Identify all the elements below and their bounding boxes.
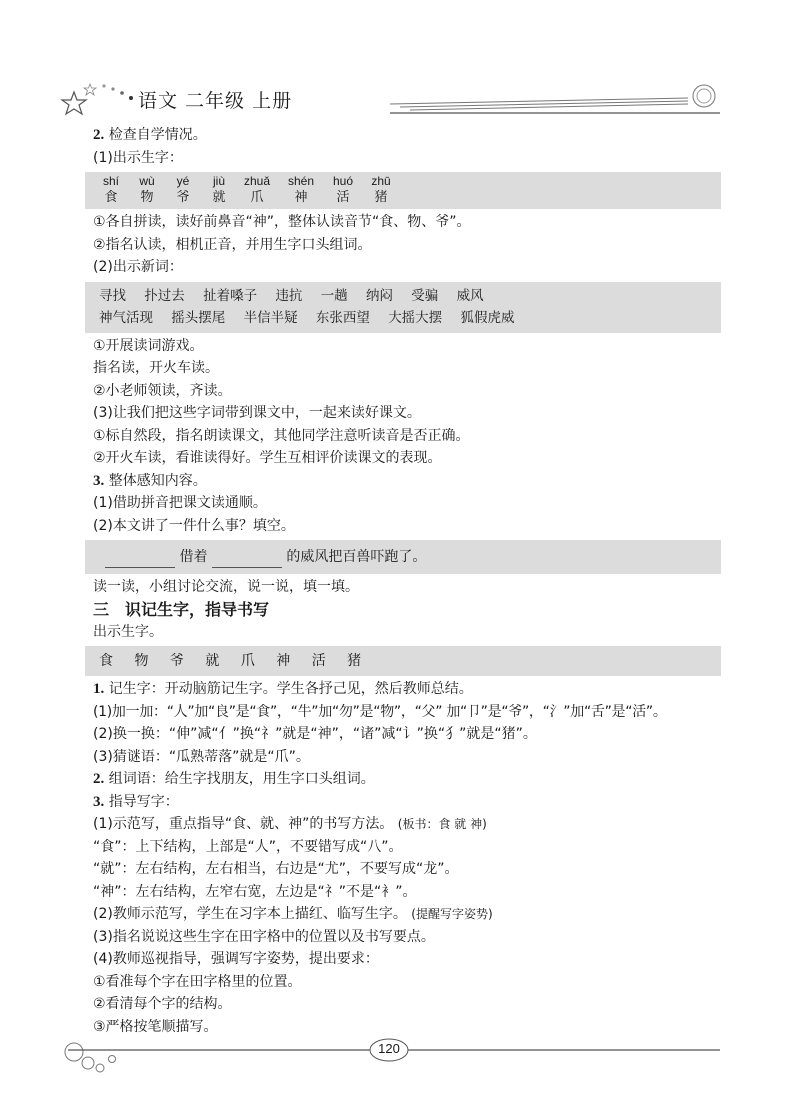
- pinyin: shén: [287, 174, 315, 188]
- text-line: (3)猜谜语：“瓜熟蒂落”就是“爪”。: [93, 748, 310, 765]
- text-line: ②小老师领读，齐读。: [93, 382, 232, 399]
- word: 半信半疑: [243, 309, 298, 326]
- pinyin: yé: [176, 174, 190, 188]
- character: 爷: [176, 190, 190, 205]
- word: 东张西望: [315, 309, 370, 326]
- page-header: [60, 78, 720, 118]
- character: 猪: [347, 653, 362, 669]
- header-lines-decoration: [390, 82, 720, 116]
- text-line: (1)加一加：“人”加“良”是“食”，“牛”加“勿”是“物”，“父” 加“卩”是“爷”，“氵”加“舌”是“活”。: [93, 703, 667, 720]
- characters-box: [85, 646, 721, 676]
- pinyin: shí: [102, 174, 119, 188]
- stars-decoration-icon: [60, 78, 140, 118]
- fill-text: 的威风把百兽吓跑了。: [286, 549, 427, 565]
- point-2: 2. 组词语：给生字找朋友，用生字口头组词。: [93, 771, 375, 787]
- part-3-title: 三 识记生字，指导书写: [93, 599, 270, 619]
- page-number: 120: [378, 1041, 400, 1056]
- page-content: [93, 124, 713, 1038]
- text-line: ②指名认读，相机正音，并用生字口头组词。: [93, 236, 372, 253]
- text-line: 出示生字。: [93, 623, 163, 640]
- text-line: “食”：上下结构，上部是“人”，不要错写成“八”。: [93, 838, 403, 855]
- text-line: ①开展读词游戏。: [93, 337, 204, 354]
- header-title: 语文 二年级 上册: [138, 90, 293, 112]
- text-line: (2)本文讲了一件什么事？填空。: [93, 517, 295, 534]
- point-1: 1. 记生字：开动脑筋记生字。学生各抒己见，然后教师总结。: [93, 681, 473, 697]
- character: 爪: [240, 653, 255, 669]
- pinyin-character-box: [85, 172, 721, 209]
- point-3: 3. 指导写字：: [93, 793, 179, 810]
- pinyin: huó: [332, 174, 354, 188]
- character: 猪: [374, 190, 388, 205]
- text-line: ①看准每个字在田字格里的位置。: [93, 973, 302, 990]
- text-line: (3)指名说说这些生字在田字格中的位置以及书写要点。: [93, 928, 435, 945]
- text-line: (3)让我们把这些字词带到课文中，一起来读好课文。: [93, 405, 421, 421]
- text-line: 指名读，开火车读。: [93, 360, 219, 376]
- pinyin: wù: [139, 174, 155, 188]
- board-note: (板书：食 就 神): [397, 817, 487, 831]
- pinyin: jiù: [212, 174, 225, 188]
- character: 爷: [169, 653, 184, 669]
- word: 狐假虎威: [460, 309, 515, 326]
- words-row: [99, 307, 713, 329]
- word: 大摇大摆: [388, 309, 443, 326]
- word: 纳闷: [365, 287, 393, 304]
- text-line: (2)教师示范写，学生在习字本上描红、临写生字。 (提醒写字姿势): [93, 906, 493, 922]
- word: 摇头摆尾: [171, 309, 226, 326]
- character: 就: [212, 190, 226, 205]
- pinyin: zhuǎ: [243, 174, 271, 188]
- sub-heading: (1)出示生字：: [93, 149, 183, 166]
- character: 活: [311, 653, 326, 669]
- text-line: “神”：左右结构，左窄右宽，左边是“礻”不是“衤”。: [93, 883, 417, 900]
- character: 食: [104, 190, 118, 205]
- text-line: “就”：左右结构，左右相当，右边是“尤”，不要写成“龙”。: [93, 861, 459, 877]
- new-words-box: [85, 282, 721, 333]
- reminder-note: (提醒写字姿势): [411, 907, 493, 921]
- section-2-heading: 2. 检查自学情况。: [93, 127, 207, 143]
- word: 一趟: [320, 287, 348, 304]
- text-line: ②开火车读，看谁读得好。学生互相评价读课文的表现。: [93, 450, 442, 466]
- text-line: ②看清每个字的结构。: [93, 996, 232, 1012]
- text-line: (4)教师巡视指导，强调写字姿势，提出要求：: [93, 951, 379, 967]
- text-line: ①标自然段，指名朗读课文，其他同学注意听读音是否正确。: [93, 427, 470, 444]
- word: 扯着嗓子: [203, 287, 258, 304]
- word: 受骗: [411, 287, 439, 304]
- text-line: 读一读，小组讨论交流，说一说，填一填。: [93, 579, 359, 595]
- character: 活: [336, 190, 350, 205]
- character: 物: [134, 653, 149, 669]
- sub-heading: (2)出示新词：: [93, 259, 183, 275]
- word: 寻找: [99, 287, 126, 304]
- word: 扑过去: [144, 287, 185, 304]
- pinyin: zhū: [371, 174, 391, 188]
- text-line: ①各自拼读，读好前鼻音“神”，整体认读音节“食、物、爷”。: [93, 214, 471, 230]
- fill-in-blank-box: [85, 540, 721, 574]
- text-line: (2)换一换：“伸”减“亻”换“礻”就是“神”，“诸”减“讠”换“犭”就是“猪”。: [93, 726, 537, 742]
- section-3-heading: 3. 整体感知内容。: [93, 472, 207, 489]
- word: 神气活现: [99, 309, 153, 326]
- blank-1[interactable]: [105, 551, 175, 568]
- character: 食: [99, 653, 113, 669]
- character: 神: [276, 653, 291, 669]
- text-line: (1)借助拼音把课文读通顺。: [93, 495, 267, 511]
- character: 物: [140, 190, 154, 205]
- character: 就: [205, 653, 220, 669]
- word: 违抗: [275, 287, 303, 304]
- text-line: (1)示范写，重点指导“食、就、神”的书写方法。 (板书：食 就 神): [93, 816, 487, 832]
- fill-text: 借着: [179, 549, 208, 565]
- character: 爪: [250, 190, 264, 205]
- character: 神: [294, 190, 308, 205]
- text-line: ③严格按笔顺描写。: [93, 1018, 218, 1035]
- word: 威风: [456, 287, 484, 304]
- words-row: [99, 285, 713, 307]
- blank-2[interactable]: [212, 551, 282, 568]
